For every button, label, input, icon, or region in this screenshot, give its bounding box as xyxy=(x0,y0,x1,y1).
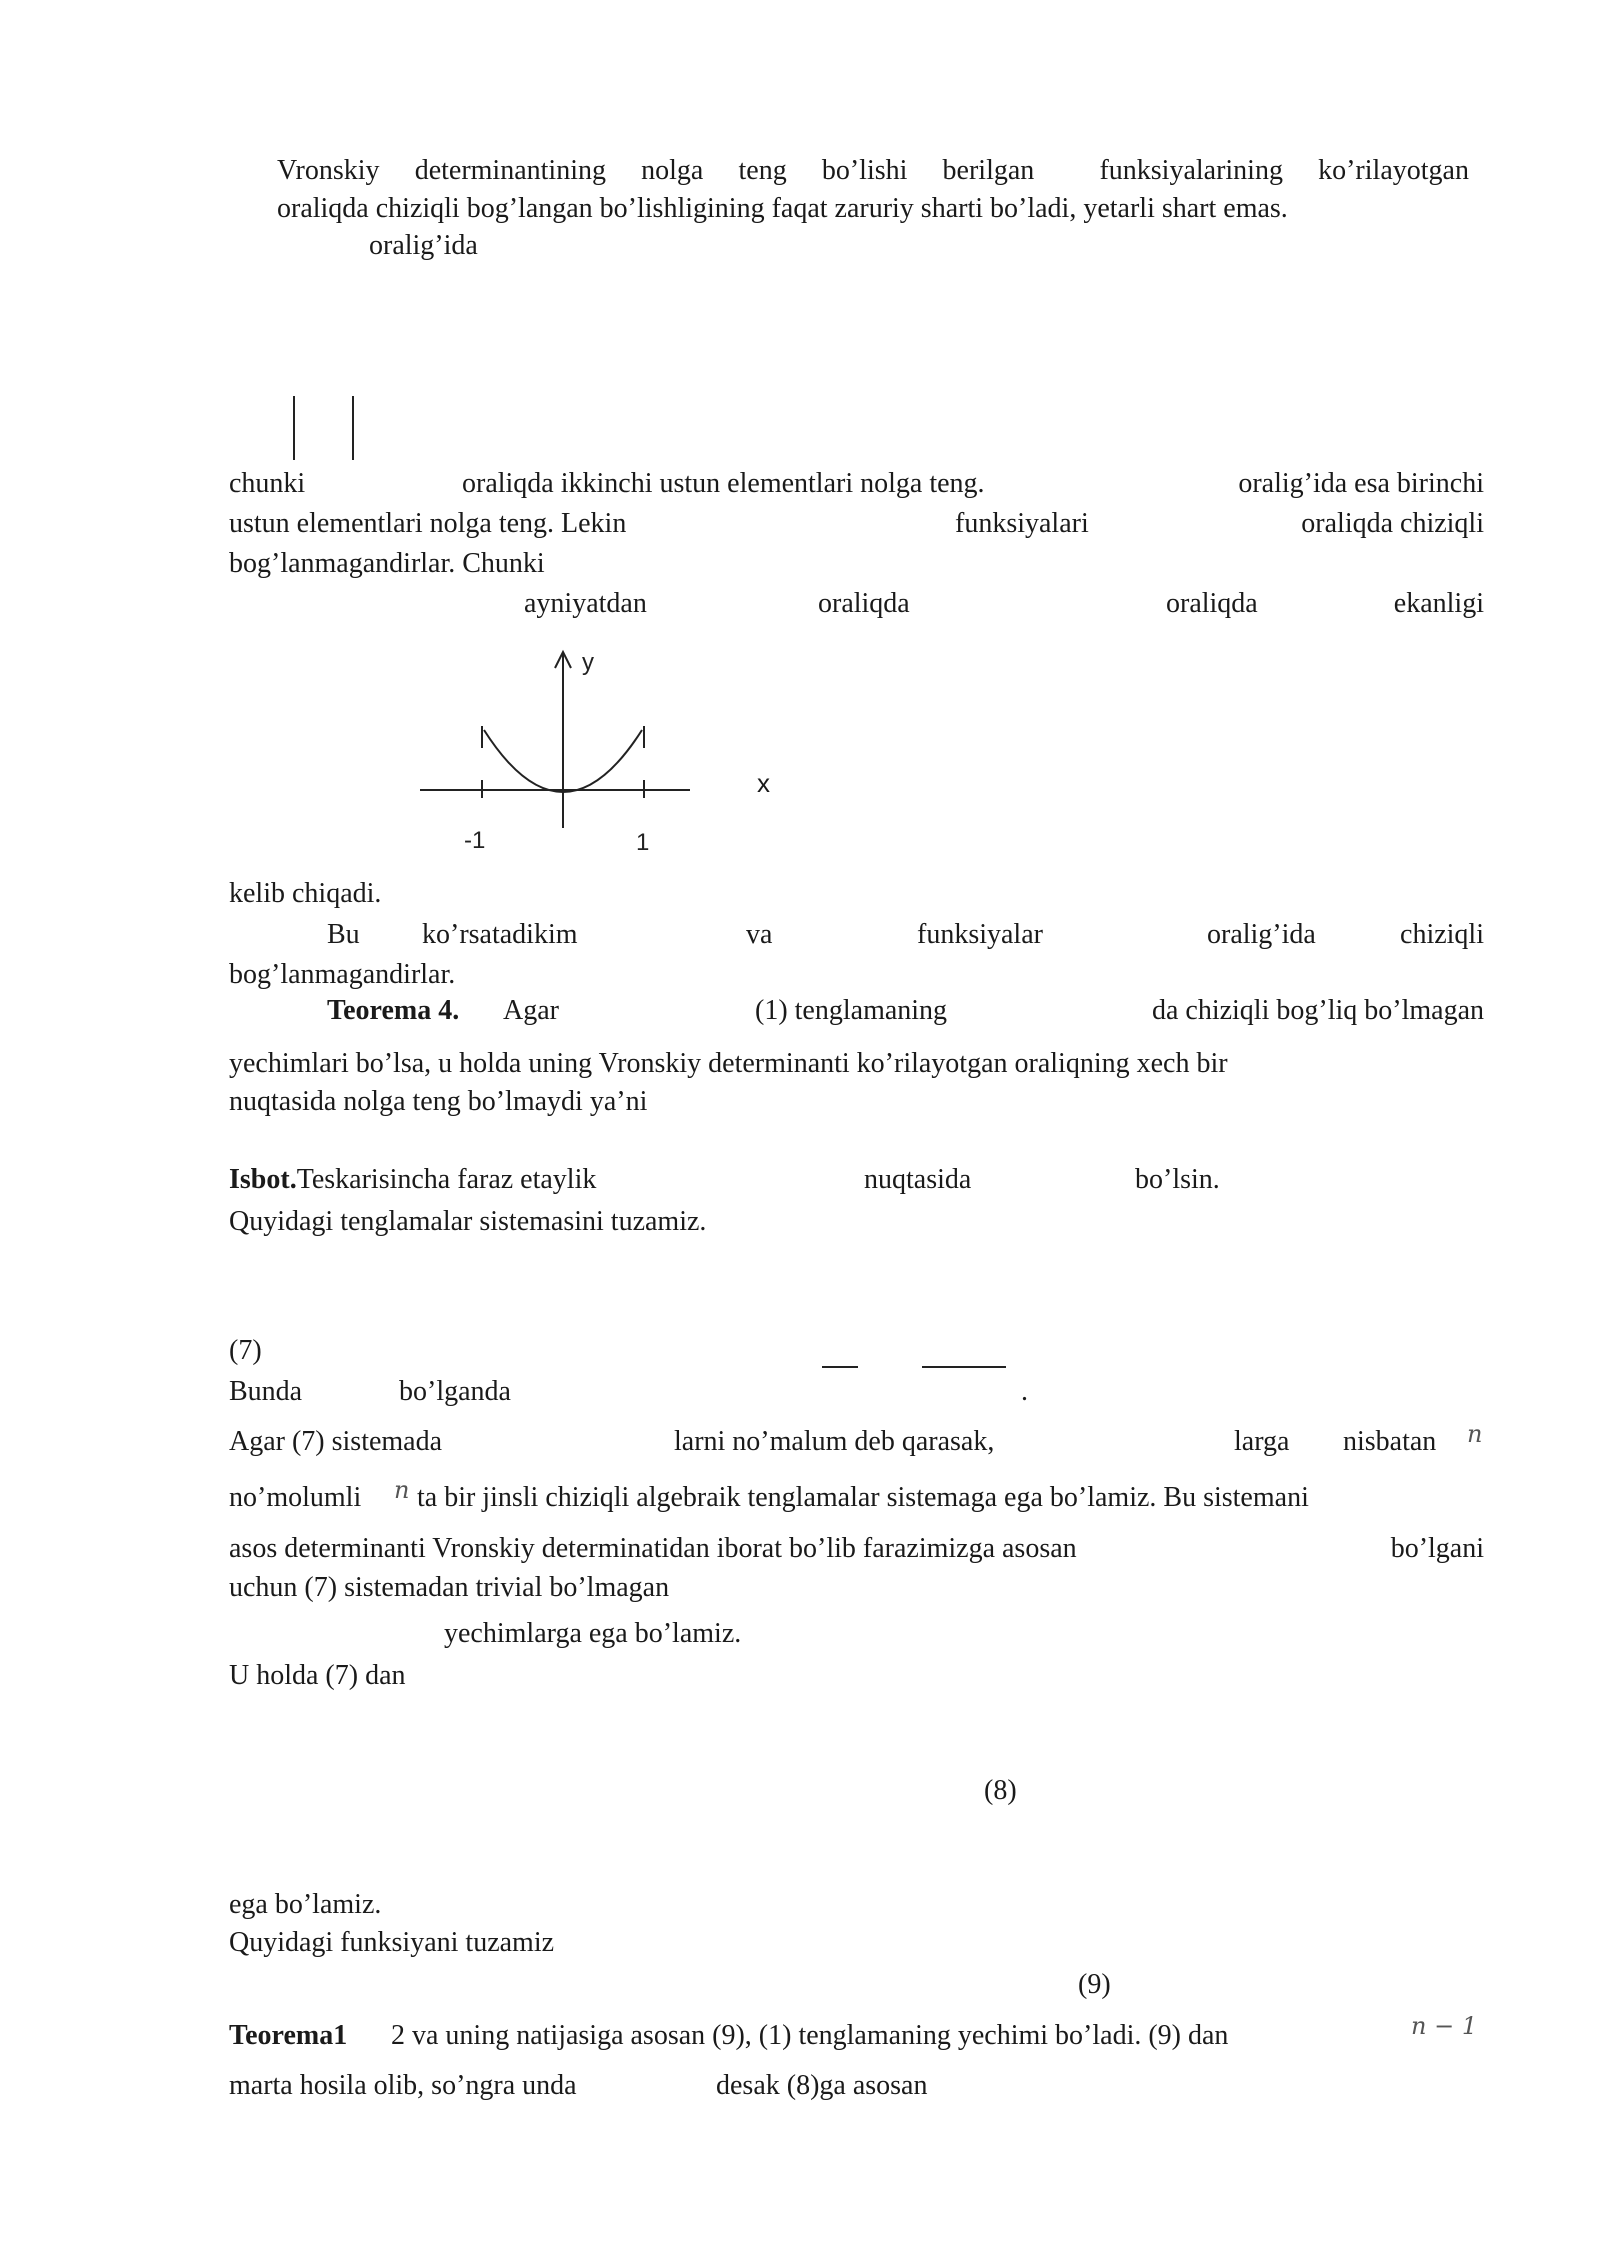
proof-line-5a: no’molumli xyxy=(229,1482,362,1513)
x-axis-label: x xyxy=(757,768,770,798)
determinant-bar-left xyxy=(293,396,295,460)
proof-line-4d: nisbatan xyxy=(1343,1426,1437,1457)
theorem1-line-2a: marta hosila olib, so’ngra unda xyxy=(229,2070,577,2101)
proof-line-6b: bo’lgani xyxy=(1390,1533,1484,1564)
p2-word: oraliqda xyxy=(1166,588,1258,619)
p1-word: ko’rilayotgan xyxy=(1318,155,1469,186)
theorem4-line-3: nuqtasida nolga teng bo’lmaydi ya’ni xyxy=(229,1086,648,1117)
p3-word: funksiyalar xyxy=(917,919,1043,950)
p1-word: bo’lishi xyxy=(821,155,908,186)
theorem4-line-1b: (1) tenglamaning xyxy=(755,995,948,1026)
n-symbol: n xyxy=(1467,1420,1483,1448)
p2-line-2a: ustun elementlari nolga teng. Lekin xyxy=(229,508,627,539)
p1-word: nolga xyxy=(641,155,704,186)
proof-line-3b: bo’lganda xyxy=(399,1376,511,1407)
theorem1-line-2b: desak (8)ga asosan xyxy=(716,2070,928,2101)
proof-line-2: Quyidagi tenglamalar sistemasini tuzamiz. xyxy=(229,1206,707,1237)
proof-line-3a: Bunda xyxy=(229,1376,303,1407)
x-tick-label-neg: -1 xyxy=(464,827,486,854)
p1-word: Vronskiy xyxy=(277,155,380,186)
proof-line-5b: ta bir jinsli chiziqli algebraik tenglamalar sistemaga ega bo’lamiz. Bu sistemani xyxy=(417,1482,1309,1513)
theorem1-line-1: 2 va uning natijasiga asosan (9), (1) tenglamaning yechimi bo’ladi. (9) dan xyxy=(391,2020,1229,2051)
p1-word: berilgan xyxy=(942,155,1035,186)
theorem4-line-1c: da chiziqli bog’liq bo’lmagan xyxy=(1151,995,1484,1026)
parabola-graph xyxy=(410,640,690,860)
p1-line-2: oraliqda chiziqli bog’langan bo’lishligining faqat zaruriy sharti bo’ladi, yetarli shart emas. xyxy=(277,193,1288,224)
proof-line-9: U holda (7) dan xyxy=(229,1660,406,1691)
theorem4-line-2: yechimlari bo’lsa, u holda uning Vronskiy determinanti ko’rilayotgan oraliqning xech bir xyxy=(229,1048,1228,1079)
proof-line-4a: Agar (7) sistemada xyxy=(229,1426,443,1457)
x-tick-label-pos: 1 xyxy=(636,829,650,856)
p3-word: oralig’ida xyxy=(1207,919,1316,950)
proof-line-7: uchun (7) sistemadan trivial bo’lmagan xyxy=(229,1572,670,1603)
p3-word: Bu xyxy=(327,919,360,950)
determinant-bar-right xyxy=(352,396,354,460)
proof-line-4b: larni no’malum deb qarasak, xyxy=(674,1426,995,1457)
proof-line-10: ega bo’lamiz. xyxy=(229,1889,382,1920)
equation-9-label: (9) xyxy=(1078,1969,1111,2000)
proof-line-4c: larga xyxy=(1234,1426,1290,1457)
p3-word: ko’rsatadikim xyxy=(422,919,578,950)
p2-word: oraliqda xyxy=(818,588,910,619)
p2-line-3: bog’lanmagandirlar. Chunki xyxy=(229,548,545,579)
theorem4-title: Teorema 4. xyxy=(327,995,460,1026)
proof-line-1 xyxy=(229,1166,596,1194)
proof-line-8: yechimlarga ega bo’lamiz. xyxy=(444,1618,742,1649)
proof-line-1a: Teskarisincha faraz etaylik xyxy=(296,1164,597,1195)
p2-line-2c: oraliqda chiziqli xyxy=(1301,508,1484,539)
proof-line-11: Quyidagi funksiyani tuzamiz xyxy=(229,1927,555,1958)
overline-long xyxy=(922,1366,1006,1368)
equation-7-label: (7) xyxy=(229,1335,262,1366)
proof-line-1c: bo’lsin. xyxy=(1135,1164,1220,1195)
overline-short xyxy=(822,1366,858,1368)
p1-word: determinantining xyxy=(414,155,606,186)
p1-word: funksiyalarining xyxy=(1099,155,1283,186)
theorem4-line-1a: Agar xyxy=(503,995,559,1026)
p2-line-1b: oraliqda ikkinchi ustun elementlari nolga teng. xyxy=(462,468,985,499)
p3-line-1: kelib chiqadi. xyxy=(229,878,382,909)
p1-line-3: oralig’ida xyxy=(369,230,478,261)
p2-line-2b: funksiyalari xyxy=(955,508,1089,539)
p2-word: ayniyatdan xyxy=(524,588,647,619)
p3-word: chiziqli xyxy=(1400,919,1484,950)
p1-word: teng xyxy=(738,155,787,186)
p3-line-3: bog’lanmagandirlar. xyxy=(229,959,456,990)
proof-line-6a: asos determinanti Vronskiy determinatidan iborat bo’lib farazimizga asosan xyxy=(229,1533,1077,1564)
p1-line-1 xyxy=(277,157,1469,185)
proof-line-1b: nuqtasida xyxy=(864,1164,972,1195)
proof-label: Isbot. xyxy=(229,1164,297,1195)
p2-line-1c: oralig’ida esa birinchi xyxy=(1238,468,1484,499)
p2-word: ekanligi xyxy=(1393,588,1484,619)
theorem1-title: Teorema1 xyxy=(229,2020,348,2051)
n-minus-1-symbol: n − 1 xyxy=(1411,2012,1478,2040)
equation-8-label: (8) xyxy=(984,1775,1017,1806)
n-symbol: n xyxy=(394,1476,410,1504)
p3-word: va xyxy=(746,919,773,950)
proof-line-3c: . xyxy=(1021,1376,1028,1407)
p2-line-1a: chunki xyxy=(229,468,306,499)
y-axis-label: y xyxy=(582,649,594,676)
